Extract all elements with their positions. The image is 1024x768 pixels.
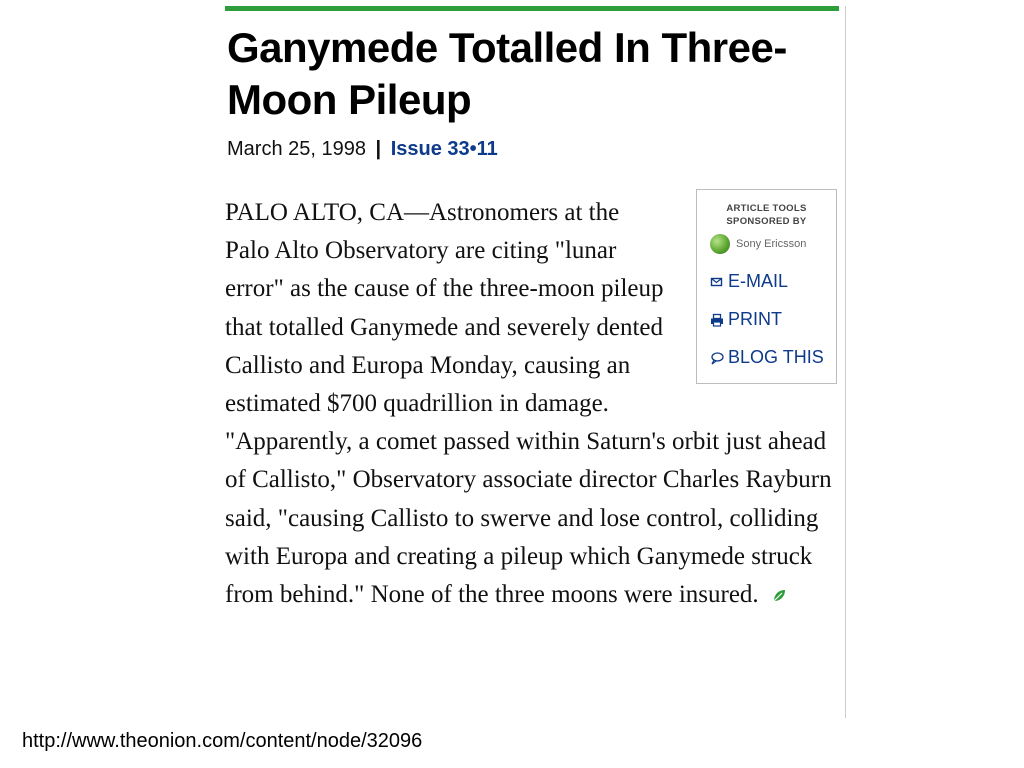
- article-headline: Ganymede Totalled In Three-Moon Pileup: [227, 24, 787, 123]
- blog-this-label: BLOG THIS: [728, 347, 824, 367]
- email-label: E-MAIL: [728, 271, 789, 291]
- issue-link[interactable]: Issue 33•11: [390, 138, 498, 160]
- sponsor-name: Sony Ericsson: [736, 238, 807, 250]
- article: [225, 6, 839, 718]
- header-rule: [225, 6, 839, 11]
- page-right-border: [845, 6, 846, 718]
- article-date: March 25, 1998: [227, 138, 366, 160]
- onion-leaf-icon: [771, 588, 787, 604]
- dateline-separator: |: [375, 138, 382, 160]
- source-url[interactable]: http://www.theonion.com/content/node/32096: [22, 730, 423, 752]
- article-body-text: PALO ALTO, CA—Astronomers at the Palo Alto Observatory are citing "lunar error" as the cause of the three-moon pileup that totalled Ganymede and severely dented Callisto and Europa Monday, causing an estimated $700 quadrillion in damage. "Apparently, a comet passed within Saturn's orbit just ahead of Callisto," Observatory associate director Charles Rayburn said, "causing Callisto to swerve and lose control, colliding with Europa and creating a pileup which Ganymede struck from behind." None of the three moons were insured.: [225, 199, 832, 609]
- article-body: [225, 194, 839, 614]
- tools-box-spacer: [667, 194, 839, 419]
- print-label: PRINT: [728, 309, 782, 329]
- dateline: [227, 136, 498, 162]
- article-tools-title: ARTICLE TOOLS SPONSORED BY: [726, 203, 807, 227]
